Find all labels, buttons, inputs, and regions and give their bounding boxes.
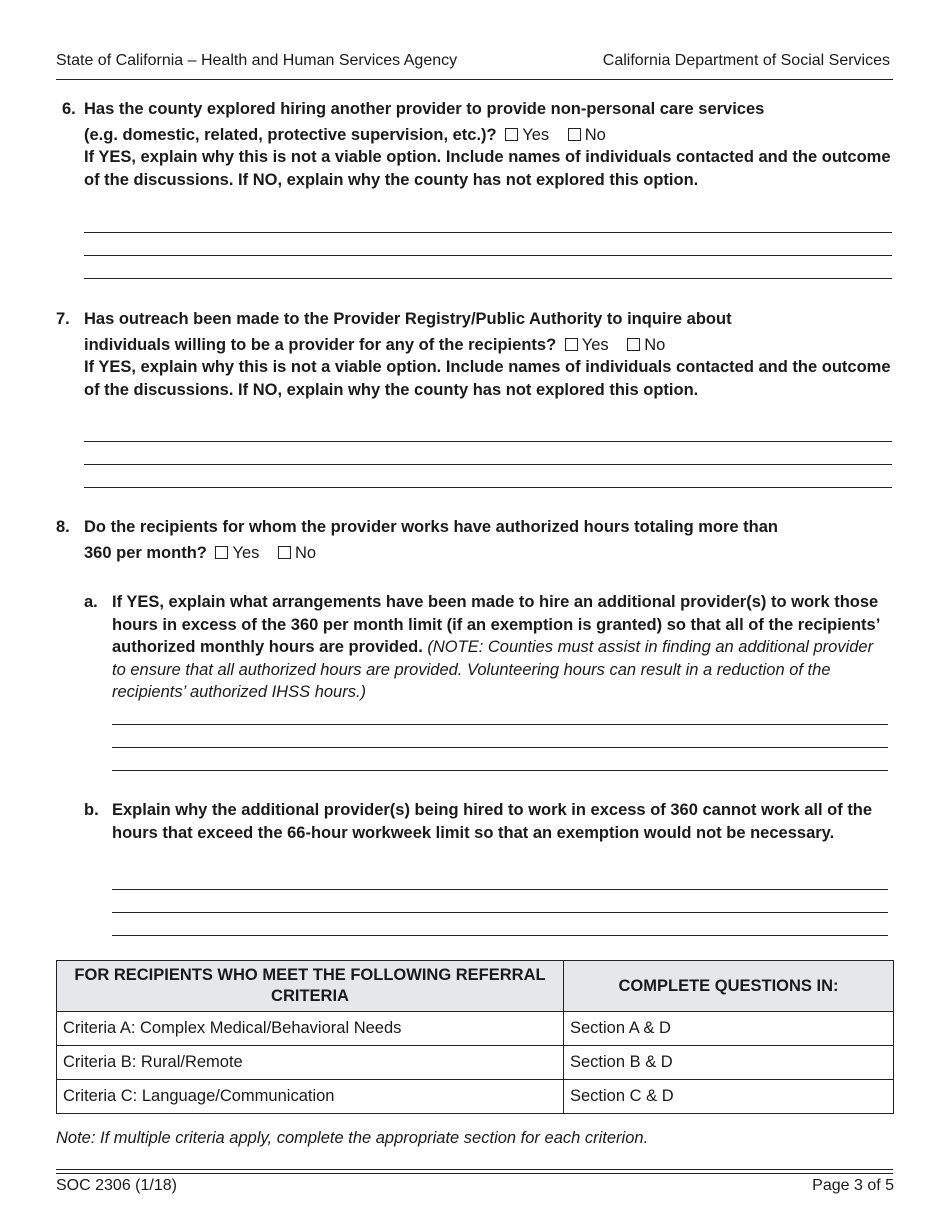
- q8a-answer-line-1[interactable]: [112, 724, 888, 725]
- q6-answer-line-3[interactable]: [84, 278, 892, 279]
- q6-yes-label: Yes: [522, 125, 550, 144]
- q6-text-line2: (e.g. domestic, related, protective supervision, etc.)?: [84, 125, 497, 144]
- q8b-letter: b.: [84, 801, 99, 819]
- table-header-row: [57, 961, 894, 1012]
- footer-rule-top: [56, 1169, 893, 1170]
- question-8b: [112, 799, 894, 844]
- section-cell: Section C & D: [564, 1080, 894, 1114]
- table-row: [57, 1046, 894, 1080]
- q7-yes-label: Yes: [581, 335, 609, 354]
- q7-answer-line-1[interactable]: [84, 441, 892, 442]
- criteria-cell: Criteria C: Language/Communication: [57, 1080, 564, 1114]
- multiple-criteria-note: Note: If multiple criteria apply, complete the appropriate section for each criterion.: [56, 1129, 649, 1147]
- q6-text-line1: Has the county explored hiring another provider to provide non-personal care services: [84, 100, 765, 118]
- q7-no-label: No: [644, 335, 666, 354]
- department-name: California Department of Social Services: [602, 52, 890, 69]
- q7-answer-line-2[interactable]: [84, 464, 892, 465]
- q6-no-checkbox[interactable]: [568, 128, 581, 141]
- footer-rule-bottom: [56, 1173, 893, 1174]
- q8b-answer-line-1[interactable]: [112, 889, 888, 890]
- q8-no-label: No: [294, 543, 317, 562]
- q8a-text: If YES, explain what arrangements have been made to hire an additional provider(s) to work those hours in excess of the 360 per month limit (if an exemption is granted) so that all of the recipients’ authorized monthly hours are provided.: [112, 593, 880, 656]
- q8b-text: Explain why the additional provider(s) being hired to work in excess of 360 cannot work all of the hours that exceed the 66-hour workweek limit so that an exemption would not be necessary.: [112, 801, 873, 842]
- q7-text-line1: Has outreach been made to the Provider Registry/Public Authority to inquire about: [84, 310, 732, 328]
- table-row: [57, 1012, 894, 1046]
- q8a-answer-line-2[interactable]: [112, 747, 888, 748]
- table-row: [57, 1080, 894, 1114]
- q8-yes-checkbox[interactable]: [215, 546, 228, 559]
- q8a-answer-line-3[interactable]: [112, 770, 888, 771]
- q8-no-checkbox[interactable]: [278, 546, 291, 559]
- page-number: Page 3 of 5: [812, 1177, 894, 1194]
- q8a-note: (NOTE: Counties must assist in finding an additional provider to ensure that all authorized hours are provided. Volunteering hours can result in a reduction of the recipients’ authorized IHSS hours.): [112, 638, 874, 701]
- complete-questions-column-header: COMPLETE QUESTIONS IN:: [564, 961, 894, 1012]
- section-cell: Section B & D: [564, 1046, 894, 1080]
- q8-text-line1: Do the recipients for whom the provider works have authorized hours totaling more than: [84, 518, 779, 536]
- q6-instructions: If YES, explain why this is not a viable option. Include names of individuals contacted and the outcome of the discussions. If NO, explain why the county has not explored this option.: [84, 148, 891, 189]
- q7-number: 7.: [56, 310, 70, 328]
- question-6: [84, 98, 894, 191]
- q8b-answer-line-2[interactable]: [112, 912, 888, 913]
- header-rule: [56, 79, 893, 80]
- q6-yes-checkbox[interactable]: [505, 128, 518, 141]
- q7-instructions: If YES, explain why this is not a viable option. Include names of individuals contacted and the outcome of the discussions. If NO, explain why the county has not explored this option.: [84, 358, 891, 399]
- q7-text-line2: individuals willing to be a provider for any of the recipients?: [84, 335, 557, 354]
- form-id: SOC 2306 (1/18): [56, 1177, 177, 1194]
- q6-no-label: No: [584, 125, 606, 144]
- q6-number: 6.: [62, 100, 76, 118]
- criteria-table: [56, 960, 894, 1114]
- q8b-answer-line-3[interactable]: [112, 935, 888, 936]
- q7-no-checkbox[interactable]: [627, 338, 640, 351]
- criteria-cell: Criteria B: Rural/Remote: [57, 1046, 564, 1080]
- question-7: [84, 308, 894, 401]
- q7-answer-line-3[interactable]: [84, 487, 892, 488]
- q6-answer-line-2[interactable]: [84, 255, 892, 256]
- q6-answer-line-1[interactable]: [84, 232, 892, 233]
- q8-number: 8.: [56, 518, 70, 536]
- q7-yes-checkbox[interactable]: [565, 338, 578, 351]
- criteria-column-header: FOR RECIPIENTS WHO MEET THE FOLLOWING REFERRAL CRITERIA: [57, 961, 564, 1012]
- q8-text-line2: 360 per month?: [84, 543, 207, 562]
- agency-name: State of California – Health and Human Services Agency: [56, 52, 458, 69]
- section-cell: Section A & D: [564, 1012, 894, 1046]
- criteria-cell: Criteria A: Complex Medical/Behavioral Needs: [57, 1012, 564, 1046]
- question-8a: [112, 591, 882, 704]
- q8-yes-label: Yes: [232, 543, 260, 562]
- question-8: [84, 516, 894, 564]
- q8a-letter: a.: [84, 593, 98, 611]
